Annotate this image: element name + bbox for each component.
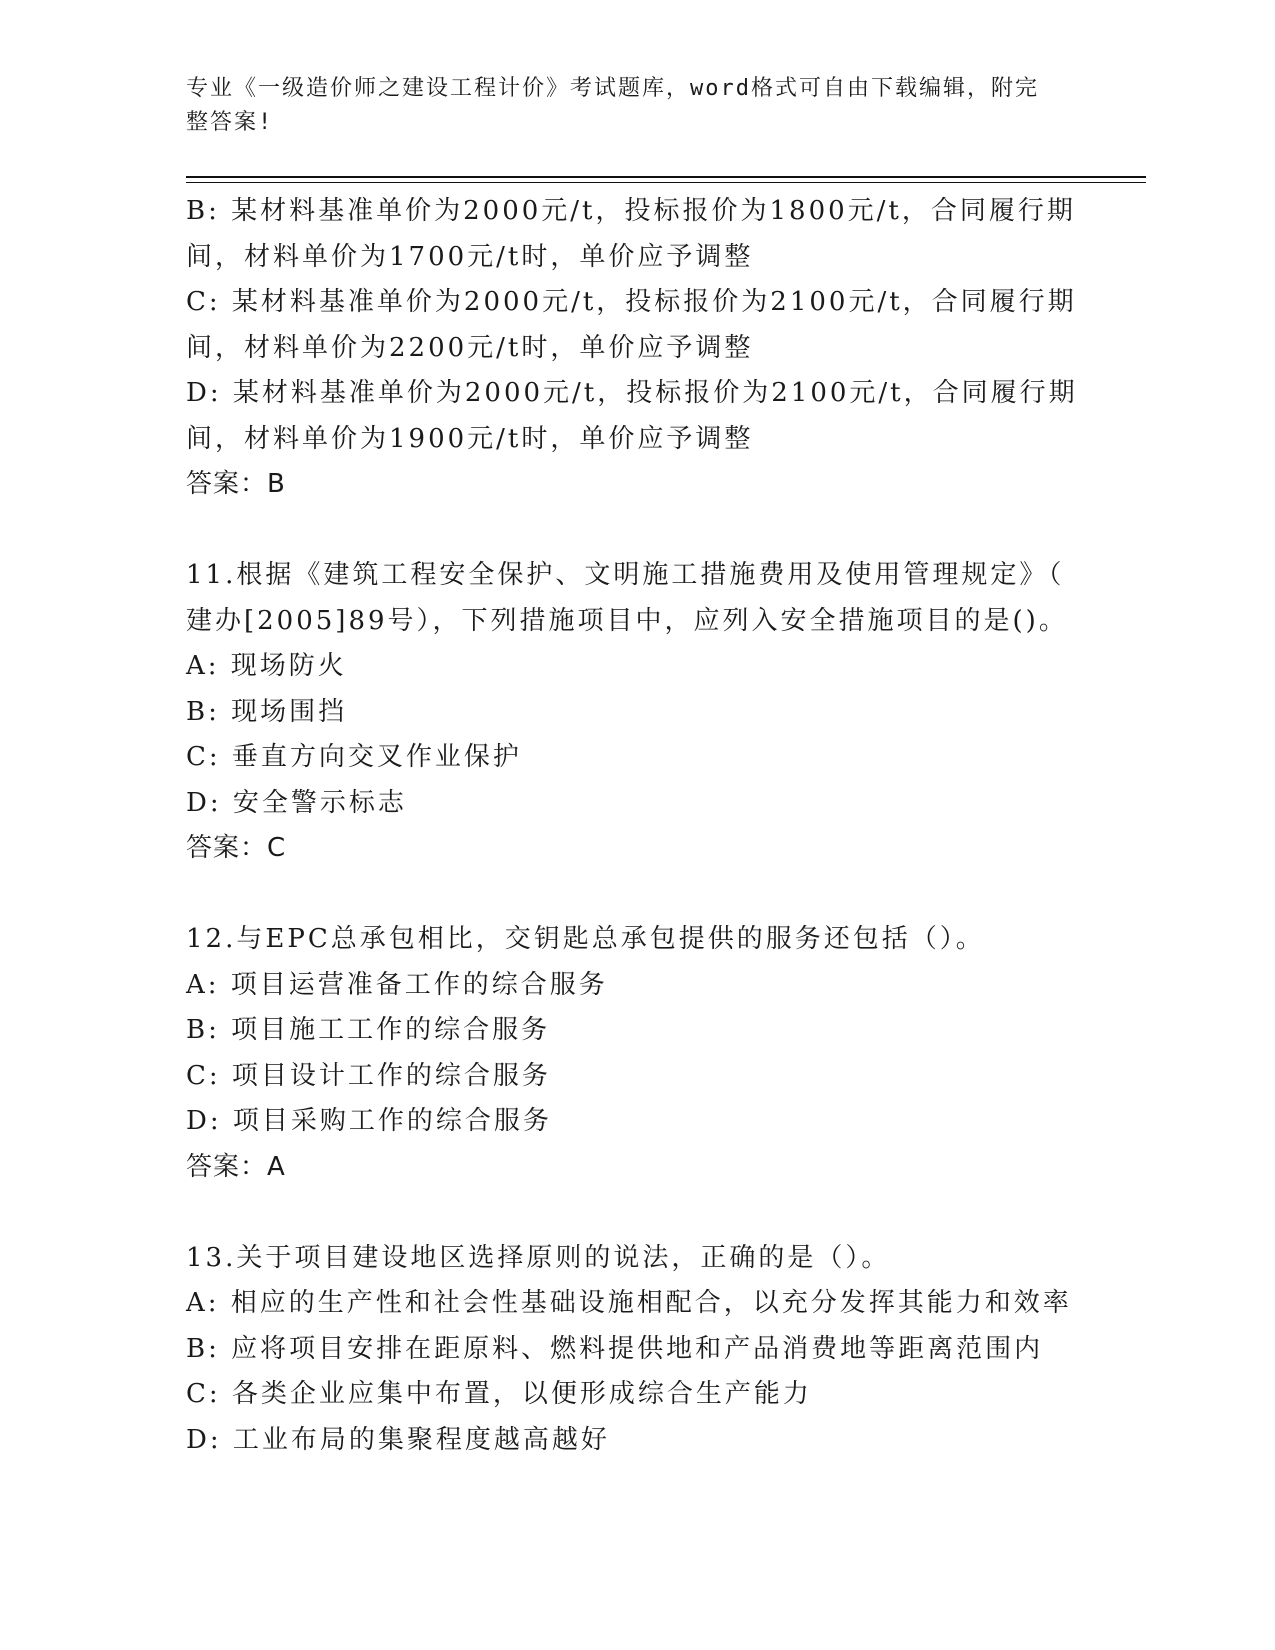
option-b: B: 现场围挡 bbox=[186, 696, 348, 727]
question-12 bbox=[186, 917, 1086, 1190]
prev-question bbox=[186, 189, 1086, 508]
spacer bbox=[186, 872, 1086, 918]
option-b-line-1: B: 某材料基准单价为2000元/t，投标报价为1800元/t，合同履行期 bbox=[186, 196, 1076, 226]
header-divider-thin bbox=[186, 182, 1146, 183]
option-c-line-1: C: 某材料基准单价为2000元/t，投标报价为2100元/t，合同履行期 bbox=[186, 287, 1077, 317]
option-c: C: 各类企业应集中布置，以便形成综合生产能力 bbox=[186, 1379, 812, 1409]
spacer bbox=[186, 1190, 1086, 1236]
header-line-1: 专业《一级造价师之建设工程计价》考试题库，word格式可自由下载编辑，附完 bbox=[186, 76, 1039, 101]
option-c: C: 项目设计工作的综合服务 bbox=[186, 1060, 551, 1091]
option-a: A: 现场防火 bbox=[186, 651, 347, 681]
option-b: B: 应将项目安排在距原料、燃料提供地和产品消费地等距离范围内 bbox=[186, 1333, 1044, 1364]
option-a: A: 相应的生产性和社会性基础设施相配合，以充分发挥其能力和效率 bbox=[186, 1288, 1072, 1318]
option-d: D: 工业布局的集聚程度越高越好 bbox=[186, 1424, 610, 1455]
option-b-line-2: 间，材料单价为1700元/t时，单价应予调整 bbox=[186, 241, 754, 272]
option-d-line-2: 间，材料单价为1900元/t时，单价应予调整 bbox=[186, 423, 754, 454]
header-divider-thick bbox=[186, 176, 1146, 178]
header-line-2: 整答案! bbox=[186, 110, 274, 135]
option-d: D: 安全警示标志 bbox=[186, 787, 407, 818]
option-c: C: 垂直方向交叉作业保护 bbox=[186, 742, 522, 772]
answer-label: 答案：B bbox=[186, 469, 286, 499]
spacer bbox=[186, 508, 1086, 554]
question-stem: 12.与EPC总承包相比，交钥匙总承包提供的服务还包括（）。 bbox=[186, 924, 985, 954]
option-a: A: 项目运营准备工作的综合服务 bbox=[186, 969, 608, 1000]
question-stem-line-2: 建办[2005]89号），下列措施项目中，应列入安全措施项目的是()。 bbox=[186, 605, 1068, 636]
question-content bbox=[186, 189, 1086, 1463]
option-d: D: 项目采购工作的综合服务 bbox=[186, 1106, 552, 1136]
question-11 bbox=[186, 553, 1086, 872]
question-stem: 13.关于项目建设地区选择原则的说法，正确的是（）。 bbox=[186, 1242, 891, 1273]
option-c-line-2: 间，材料单价为2200元/t时，单价应予调整 bbox=[186, 332, 754, 363]
answer-label: 答案：A bbox=[186, 1151, 286, 1182]
question-stem-line-1: 11.根据《建筑工程安全保护、文明施工措施费用及使用管理规定》（ bbox=[186, 560, 1065, 590]
document-header bbox=[186, 72, 1066, 140]
answer-label: 答案：C bbox=[186, 833, 287, 863]
option-d-line-1: D: 某材料基准单价为2000元/t，投标报价为2100元/t，合同履行期 bbox=[186, 378, 1078, 408]
question-13 bbox=[186, 1236, 1086, 1464]
option-b: B: 项目施工工作的综合服务 bbox=[186, 1015, 551, 1045]
